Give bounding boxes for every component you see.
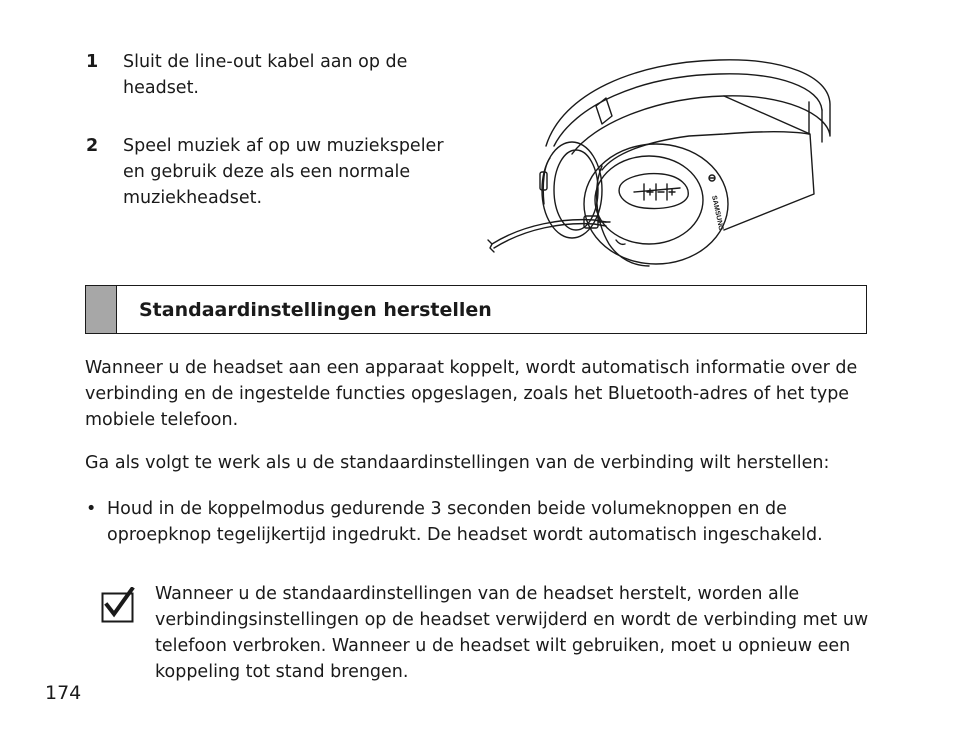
section-header-bar [86, 286, 117, 333]
note-text: Wanneer u de standaardinstellingen van de headset herstelt, worden alle verbindingsinstellingen op de headset verwijderd en wordt de verbinding met uw telefoon verbroken. Wanneer u de headset wilt gebruiken, moet u opnieuw een koppeling tot stand brengen. [155, 584, 869, 682]
step-text: Speel muziek af op uw muziekspeler en gebruik deze als een normale muziekheadset. [123, 136, 444, 208]
step-number: 2 [86, 136, 99, 156]
checkmark-note-icon [101, 587, 135, 623]
paragraph: Wanneer u de headset aan een apparaat koppelt, wordt automatisch informatie over de verbinding en de ingestelde functies opgeslagen, zoals het Bluetooth-adres of het type mobiele telefoon. [85, 358, 858, 430]
page-number: 174 [45, 682, 82, 704]
bullet-text: Houd in de koppelmodus gedurende 3 seconden beide volumeknoppen en de oproepknop tegelijkertijd ingedrukt. De headset wordt automatisch ingeschakeld. [107, 499, 823, 545]
brand-label: SAMSUNG [710, 194, 725, 232]
step-1 [86, 49, 466, 101]
section-header [85, 285, 867, 334]
step-text: Sluit de line-out kabel aan op de headset. [123, 52, 408, 98]
step-number: 1 [86, 52, 99, 72]
bullet-marker: • [86, 499, 97, 519]
paragraph: Ga als volgt te werk als u de standaardinstellingen van de verbinding wilt herstellen: [85, 453, 830, 473]
section-title: Standaardinstellingen herstellen [139, 299, 492, 321]
headset-with-cable-icon [484, 54, 844, 269]
bullet-item [85, 496, 875, 548]
step-2 [86, 133, 466, 211]
